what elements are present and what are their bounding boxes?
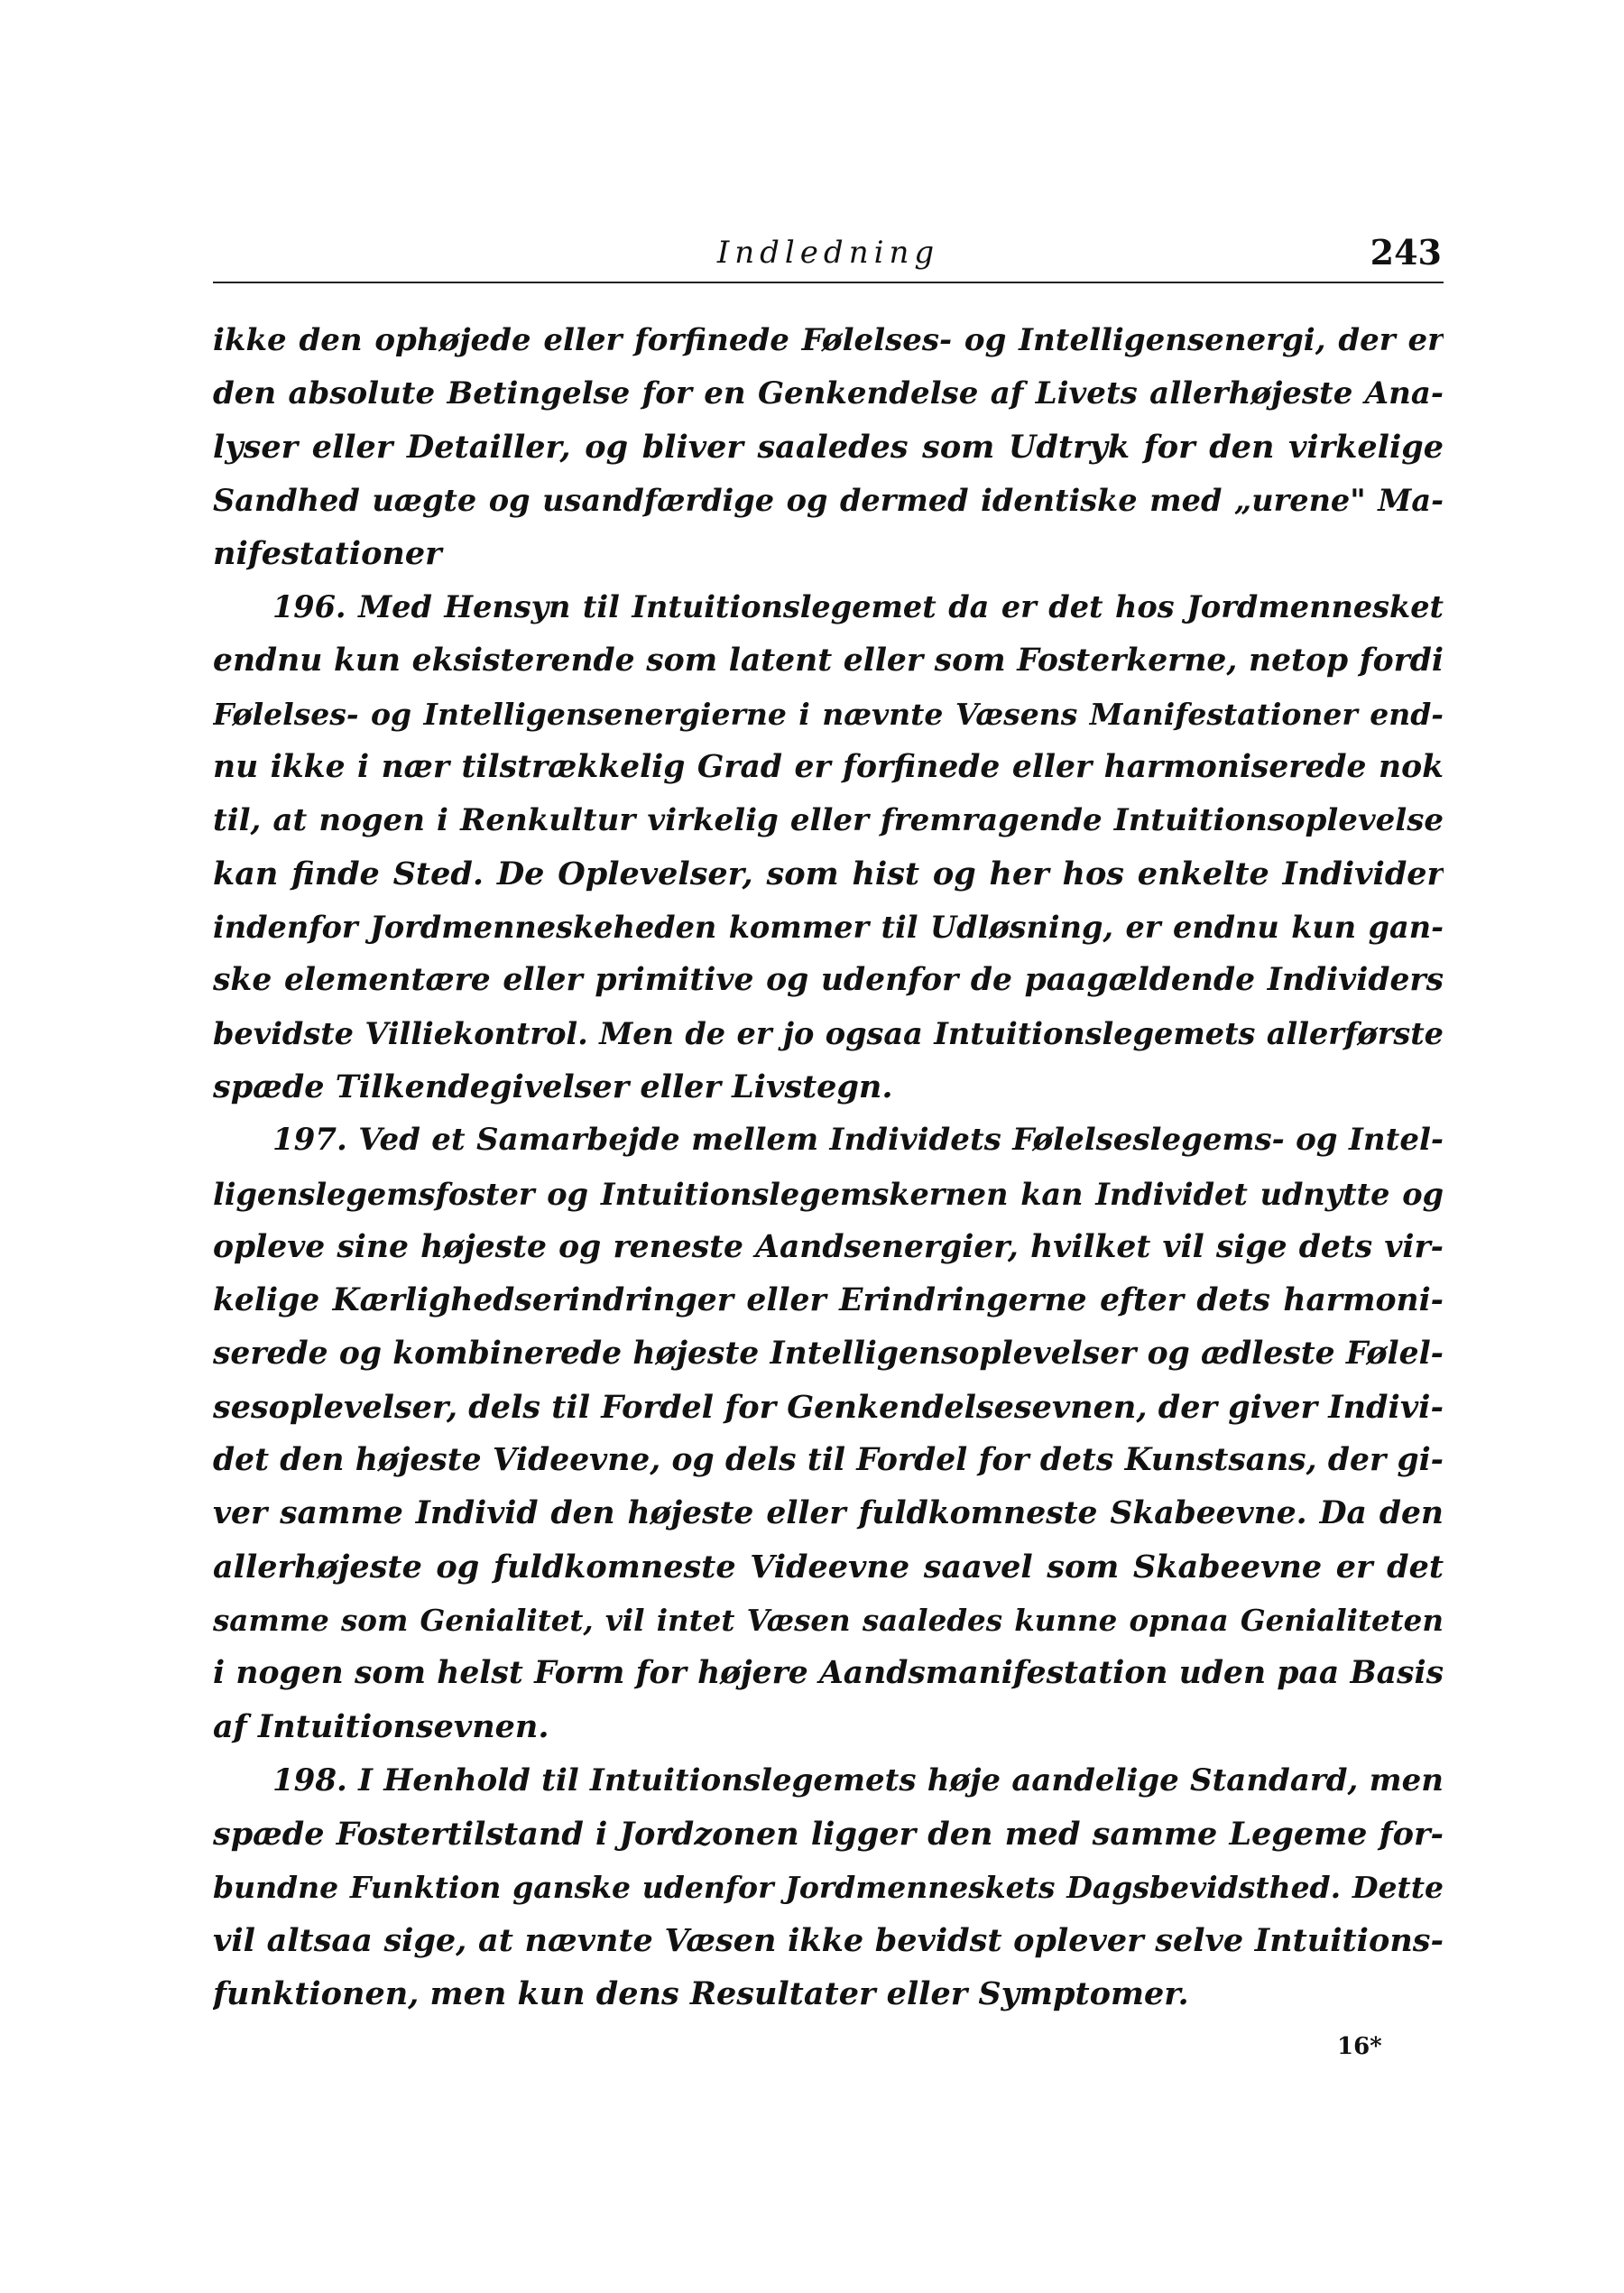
text-line: kelige Kærlighedserindringer eller Erindringerne efter dets harmoni- bbox=[213, 1281, 1444, 1318]
signature-mark: 16* bbox=[1337, 2033, 1382, 2060]
text-line: Sandhed uægte og usandfærdige og dermed identiske med „urene" Ma- bbox=[213, 483, 1444, 519]
text-line: vil altsaa sige, at nævnte Væsen ikke bevidst oplever selve Intuitions- bbox=[213, 1921, 1444, 1959]
text-line: ver samme Individ den højeste eller fuldkomneste Skabeevne. Da den bbox=[213, 1495, 1444, 1532]
running-title: Indledning bbox=[716, 235, 940, 271]
text-line: nifestationer bbox=[213, 535, 442, 573]
text-line: af Intuitionsevnen. bbox=[213, 1708, 549, 1746]
text-line: spæde Tilkendegivelser eller Livstegn. bbox=[213, 1068, 893, 1106]
header-rule bbox=[213, 282, 1444, 283]
text-line: bevidste Villiekontrol. Men de er jo ogsaa Intuitionslegemets allerførste bbox=[213, 1016, 1444, 1052]
text-line: serede og kombinerede højeste Intelligensoplevelser og ædleste Følel- bbox=[213, 1335, 1444, 1372]
text-line: allerhøjeste og fuldkomneste Videevne saavel som Skabeevne er det bbox=[213, 1549, 1444, 1586]
text-line: nu ikke i nær tilstrækkelig Grad er forfinede eller harmoniserede nok bbox=[213, 748, 1444, 785]
text-line: opleve sine højeste og reneste Aandsenergier, hvilket vil sige dets vir- bbox=[213, 1228, 1444, 1265]
text-line: endnu kun eksisterende som latent eller som Fosterkerne, netop fordi bbox=[213, 642, 1444, 679]
text-line: den absolute Betingelse for en Genkendelse af Livets allerhøjeste Ana- bbox=[213, 375, 1444, 412]
text-line: bundne Funktion ganske udenfor Jordmenneskets Dagsbevidsthed. Dette bbox=[213, 1869, 1444, 1905]
text-line: funktionen, men kun dens Resultater eller Symptomer. bbox=[213, 1974, 1189, 2012]
text-line: Følelses- og Intelligensenergierne i nævnte Væsens Manifestationer end- bbox=[213, 696, 1444, 732]
text-line: ikke den ophøjede eller forfinede Følelses- og Intelligensenergi, der er bbox=[213, 322, 1444, 358]
page-number: 243 bbox=[1370, 232, 1442, 273]
text-line: lyser eller Detailler, og bliver saaledes som Udtryk for den virkelige bbox=[213, 429, 1444, 467]
text-line: sesoplevelser, dels til Fordel for Genkendelsesevnen, der giver Indivi- bbox=[213, 1388, 1444, 1426]
text-line: ske elementære eller primitive og udenfor de paagældende Individers bbox=[213, 962, 1444, 999]
text-line: det den højeste Videevne, og dels til Fordel for dets Kunstsans, der gi- bbox=[213, 1441, 1444, 1478]
text-line: 196. Med Hensyn til Intuitionslegemet da er det hos Jordmennesket bbox=[272, 589, 1444, 625]
text-line: 197. Ved et Samarbejde mellem Individets Følelseslegems- og Intel- bbox=[272, 1122, 1444, 1159]
text-line: spæde Fostertilstand i Jordzonen ligger den med samme Legeme for- bbox=[213, 1815, 1444, 1853]
text-line: indenfor Jordmenneskeheden kommer til Udløsning, er endnu kun gan- bbox=[213, 910, 1444, 946]
page-header bbox=[213, 233, 1444, 278]
text-line: samme som Genialitet, vil intet Væsen saaledes kunne opnaa Genialiteten bbox=[213, 1603, 1444, 1639]
text-line: til, at nogen i Renkultur virkelig eller fremragende Intuitionsoplevelse bbox=[213, 801, 1444, 838]
text-line: 198. I Henhold til Intuitionslegemets høje aandelige Standard, men bbox=[272, 1761, 1444, 1798]
text-line: kan finde Sted. De Oplevelser, som hist og her hos enkelte Individer bbox=[213, 855, 1444, 892]
text-line: i nogen som helst Form for højere Aandsmanifestation uden paa Basis bbox=[213, 1655, 1444, 1692]
text-line: ligenslegemsfoster og Intuitionslegemskernen kan Individet udnytte og bbox=[213, 1176, 1444, 1212]
body-text bbox=[213, 314, 1444, 2020]
